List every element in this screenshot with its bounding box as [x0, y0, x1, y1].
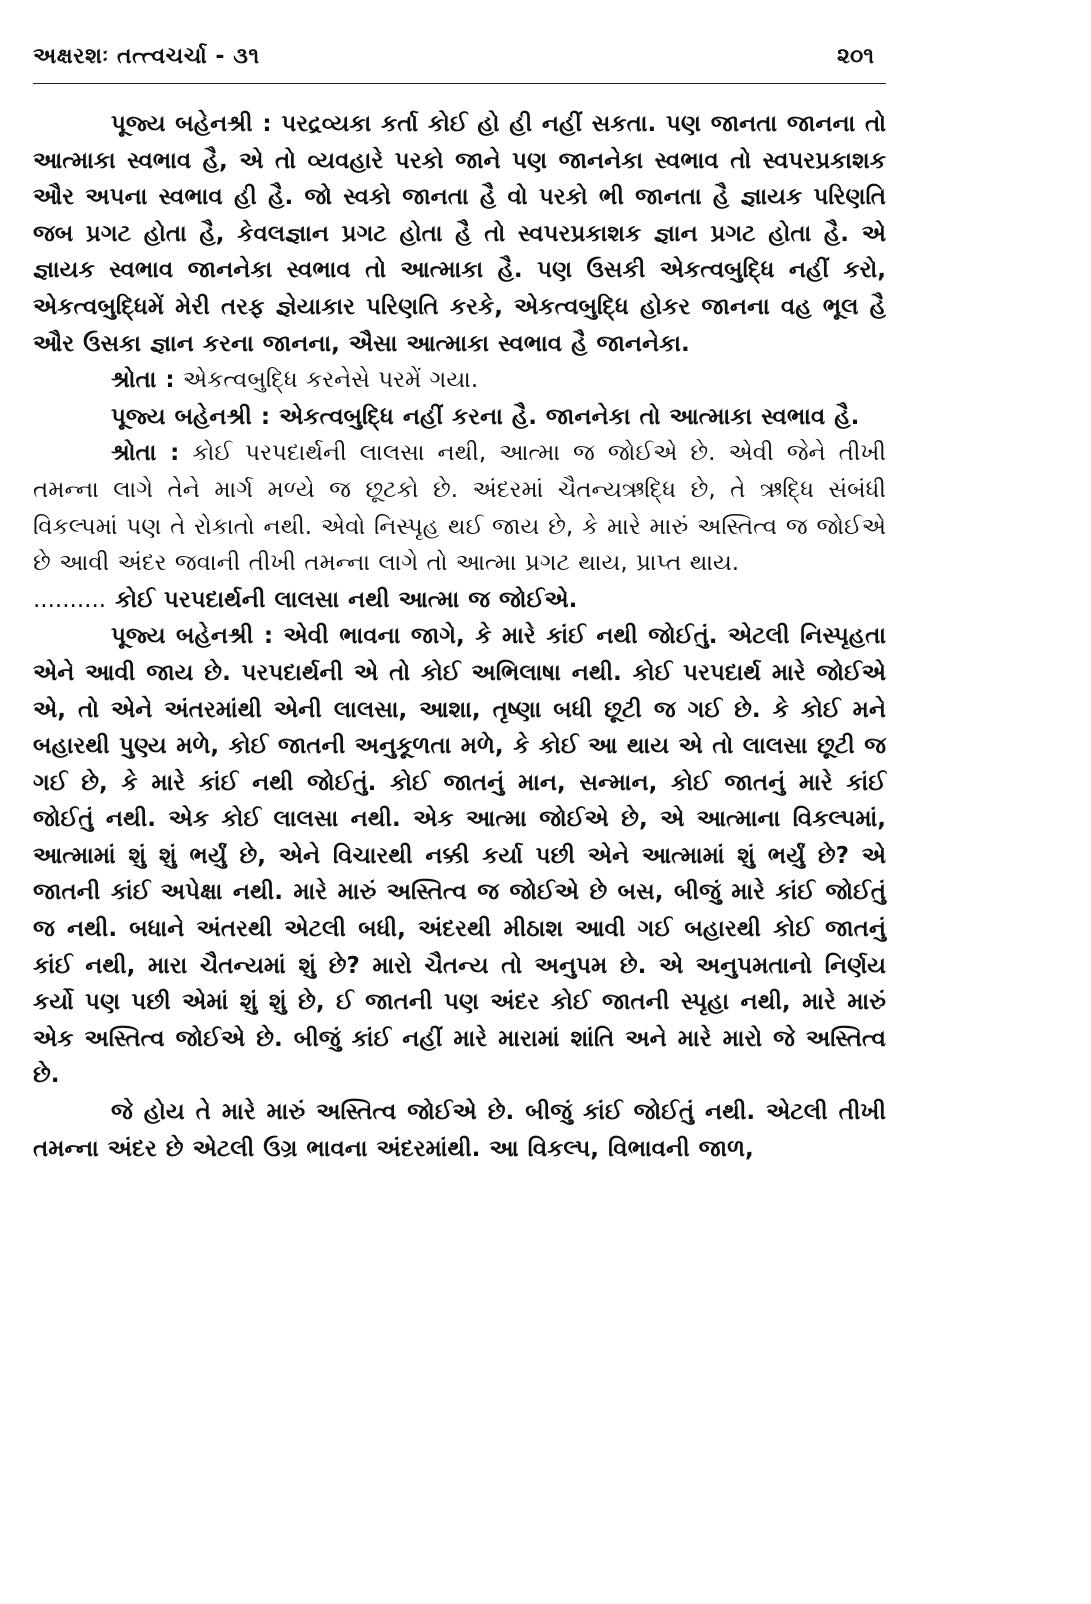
paragraph-bahenshri-2 — [33, 399, 886, 436]
ellipsis-dots: .......... — [33, 586, 107, 613]
paragraph-text: પરદ્રવ્યકા કર્તા કોઈ હો હી નહીં સકતા. પણ જાનતા જાનના તો આત્માકા સ્વભાવ હૈ, એ તો વ્યવહારે પરકો જાને પણ જાનનેકા સ્વભાવ તો સ્વપરપ્રકાશક ઔર અપના સ્વભાવ હી હૈ. જો સ્વકો જાનતા હૈ વો પરકો ભી જાનતા હૈ જ્ઞાયક પરિણતિ જબ પ્રગટ હોતા હૈ, કેવલજ્ઞાન પ્રગટ હોતા હૈ તો સ્વપરપ્રકાશક જ્ઞાન પ્રગટ હોતા હૈ. એ જ્ઞાયક સ્વભાવ જાનનેકા સ્વભાવ તો આત્માકા હૈ. પણ ઉસકી એકત્વબુદ્ધિ નહીં કરો, એકત્વબુદ્ધિમેં મેરી તરફ જ્ઞેયાકાર પરિણતિ કરકે, એકત્વબુદ્ધિ હોકર જાનના વહ ભૂલ હૈ ઔર ઉસકા જ્ઞાન કરના જાનના, ઐસા આત્માકા સ્વભાવ હૈ જાનનેકા. — [33, 111, 886, 357]
paragraph-shrota-2-tail — [33, 582, 886, 619]
paragraph-text: એકત્વબુદ્ધિ નહીં કરના હૈ. જાનનેકા તો આત્માકા સ્વભાવ હૈ. — [279, 403, 860, 430]
paragraph-text: જે હોય તે મારે મારું અસ્તિત્વ જોઈએ છે. બીજું કાંઈ જોઈતું નથી. એટલી તીખી તમન્ના અંદર છે એટલી ઉગ્ર ભાવના અંદરમાંથી. આ વિકલ્પ, વિભાવની જાળ, — [33, 1099, 886, 1162]
book-title: અક્ષરશઃ તત્ત્વચર્ચા - ૩૧ — [33, 44, 260, 69]
paragraph-bahenshri-3 — [33, 618, 886, 1094]
paragraph-text: કોઈ પરપદાર્થની લાલસા નથી, આત્મા જ જોઈએ છે. એવી જેને તીખી તમન્ના લાગે તેને માર્ગ મળ્યે જ છૂટકો છે. અંદરમાં ચૈતન્યઋદ્ધિ છે, તે ઋદ્ધિ સંબંધી વિકલ્પમાં પણ તે રોકાતો નથી. એવો નિસ્પૃહ થઈ જાય છે, કે મારે મારું અસ્તિત્વ જ જોઈએ છે આવી અંદર જવાની તીખી તમન્ના લાગે તો આત્મા પ્રગટ થાય, પ્રાપ્ત થાય. — [33, 440, 886, 577]
page-number: ૨૦૧ — [837, 44, 874, 69]
paragraph-text: એવી ભાવના જાગે, કે મારે કાંઈ નથી જોઈતું. એટલી નિસ્પૃહતા એને આવી જાય છે. પરપદાર્થની એ તો કોઈ અભિલાષા નથી. કોઈ પરપદાર્થ મારે જોઈએ એ, તો એને અંતરમાંથી એની લાલસા, આશા, તૃષ્ણા બધી છૂટી જ ગઈ છે. કે કોઈ મને બહારથી પુણ્ય મળે, કોઈ જાતની અનુકૂળતા મળે, કે કોઈ આ થાય એ તો લાલસા છૂટી જ ગઈ છે, કે મારે કાંઈ નથી જોઈતું. કોઈ જાતનું માન, સન્માન, કોઈ જાતનું મારે કાંઈ જોઈતું નથી. એક કોઈ લાલસા નથી. એક આત્મા જોઈએ છે, એ આત્માના વિકલ્પમાં, આત્મામાં શું શું ભર્યું છે, એને વિચારથી નક્કી કર્યા પછી એને આત્મામાં શું ભર્યું છે? એ જાતની કાંઈ અપેક્ષા નથી. મારે મારું અસ્તિત્વ જ જોઈએ છે બસ, બીજું મારે કાંઈ જોઈતું જ નથી. બધાને અંતરથી એટલી બધી, અંદરથી મીઠાશ આવી ગઈ બહારથી કોઈ જાતનું કાંઈ નથી, મારા ચૈતન્યમાં શું છે? મારો ચૈતન્ય તો અનુપમ છે. એ અનુપમતાનો નિર્ણય કર્યો પણ પછી એમાં શું શું છે, ઈ જાતની પણ અંદર કોઈ જાતની સ્પૃહા નથી, મારે મારું એક અસ્તિત્વ જોઈએ છે. બીજું કાંઈ નહીં મારે મારામાં શાંતિ અને મારે મારો જે અસ્તિત્વ છે. — [33, 623, 886, 1089]
running-header — [33, 0, 886, 84]
paragraph-shrota-2 — [33, 435, 886, 581]
paragraph-bahenshri-1 — [33, 106, 886, 362]
speaker-label: શ્રોતા : — [111, 367, 175, 394]
page-body — [33, 84, 886, 1167]
speaker-label: પૂજ્ય બહેનશ્રી : — [111, 111, 272, 137]
paragraph-shrota-1 — [33, 362, 886, 399]
paragraph-text: એકત્વબુદ્ધિ કરનેસે પરમેં ગયા. — [182, 367, 479, 394]
speaker-label: પૂજ્ય બહેનશ્રી : — [111, 623, 274, 650]
speaker-label: શ્રોતા : — [111, 440, 180, 467]
document-page — [33, 0, 886, 1604]
speaker-label: પૂજ્ય બહેનશ્રી : — [111, 403, 271, 430]
paragraph-tail-text: કોઈ પરપદાર્થની લાલસા નથી આત્મા જ જોઈએ. — [115, 586, 578, 613]
paragraph-continuation — [33, 1094, 886, 1167]
